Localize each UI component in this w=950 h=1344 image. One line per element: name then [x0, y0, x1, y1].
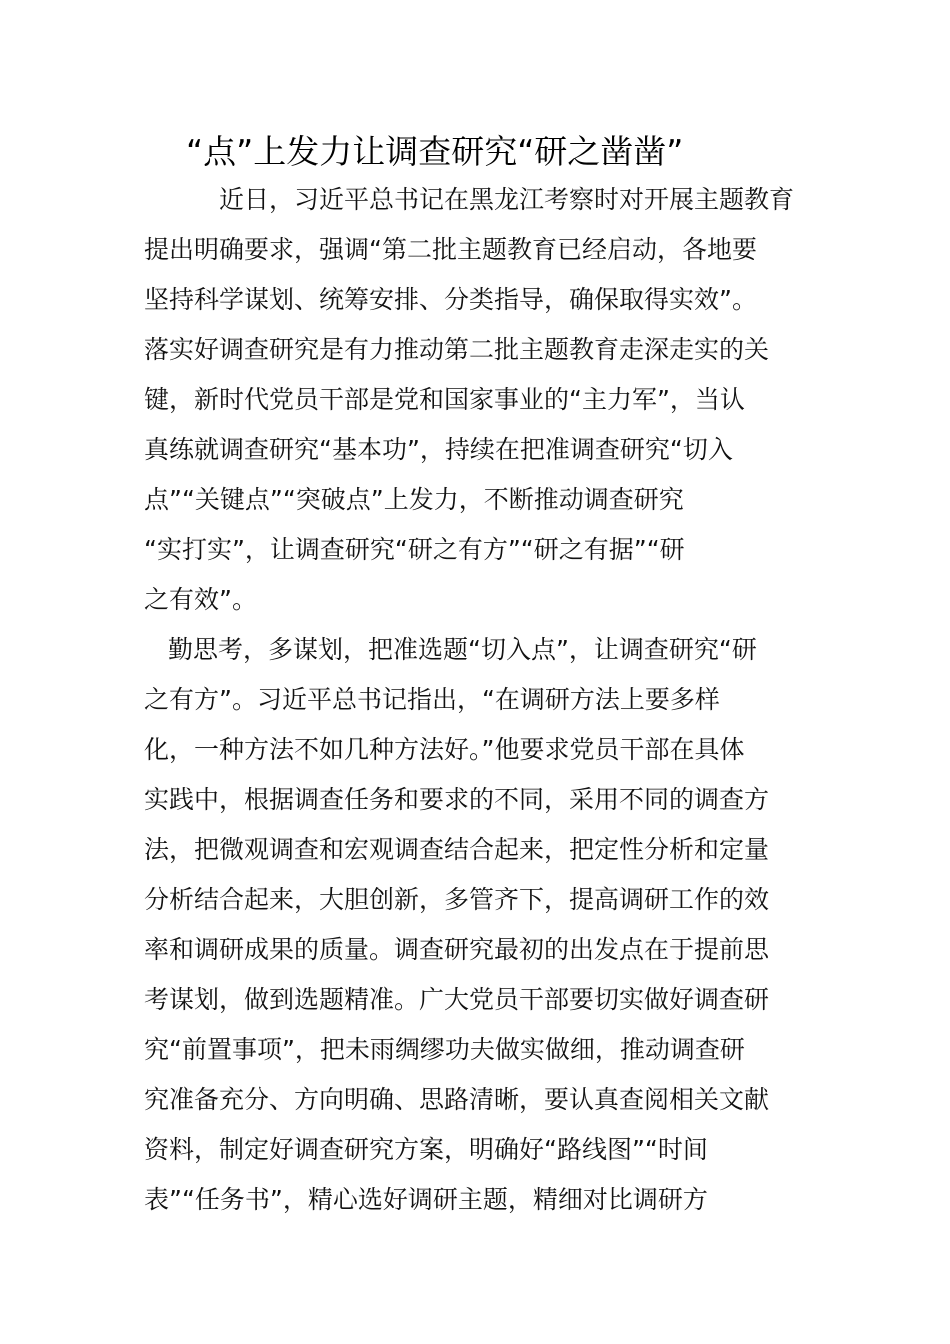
paragraph-2-line-9: 究“前置事项”，把未雨绸缪功夫做实做细，推动调查研	[144, 1035, 745, 1064]
paragraph-2-line-6: 分析结合起来，大胆创新，多管齐下，提高调研工作的效	[144, 885, 770, 914]
paragraph-2-line-11: 资料，制定好调查研究方案，明确好“路线图”“时间	[144, 1135, 708, 1164]
paragraph-2-line-10: 究准备充分、方向明确、思路清晰，要认真查阅相关文献	[144, 1085, 770, 1114]
paragraph-1-line-1: 近日，习近平总书记在黑龙江考察时对开展主题教育	[219, 185, 795, 214]
paragraph-2-line-8: 考谋划，做到选题精准。广大党员干部要切实做好调查研	[144, 985, 770, 1014]
paragraph-2-line-7: 率和调研成果的质量。调查研究最初的出发点在于提前思	[144, 935, 770, 964]
paragraph-1-line-5: 键，新时代党员干部是党和国家事业的“主力军”，当认	[144, 385, 745, 414]
paragraph-2-line-4: 实践中，根据调查任务和要求的不同，采用不同的调查方	[144, 785, 770, 814]
paragraph-1-line-6: 真练就调查研究“基本功”，持续在把准调查研究“切入	[144, 435, 733, 464]
paragraph-2-line-2: 之有方”。习近平总书记指出，“在调研方法上要多样	[144, 685, 720, 714]
paragraph-1-line-7: 点”“关键点”“突破点”上发力，不断推动调查研究	[144, 485, 684, 514]
document-title: “点”上发力让调查研究“研之凿凿”	[186, 132, 684, 171]
paragraph-2-line-3: 化，一种方法不如几种方法好。”他要求党员干部在具体	[144, 735, 745, 764]
paragraph-1-line-8: “实打实”，让调查研究“研之有方”“研之有据”“研	[144, 535, 685, 564]
paragraph-1-line-3: 坚持科学谋划、统筹安排、分类指导，确保取得实效”。	[144, 285, 757, 314]
paragraph-2-line-5: 法，把微观调查和宏观调查结合起来，把定性分析和定量	[144, 835, 770, 864]
paragraph-2-line-12: 表”“任务书”，精心选好调研主题，精细对比调研方	[144, 1185, 708, 1214]
paragraph-2-line-1: 勤思考，多谋划，把准选题“切入点”，让调查研究“研	[168, 635, 757, 664]
paragraph-1-line-9: 之有效”。	[144, 585, 257, 614]
paragraph-1-line-4: 落实好调查研究是有力推动第二批主题教育走深走实的关	[144, 335, 770, 364]
paragraph-1-line-2: 提出明确要求，强调“第二批主题教育已经启动，各地要	[144, 235, 757, 264]
